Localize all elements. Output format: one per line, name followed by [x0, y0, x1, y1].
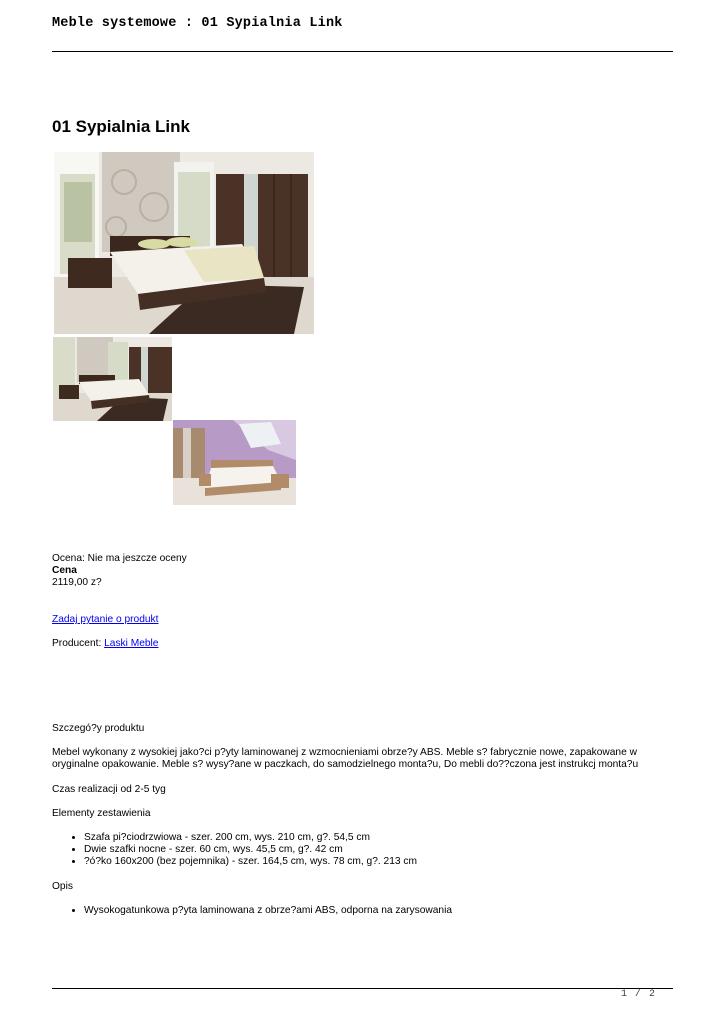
- product-thumbnail-2[interactable]: [173, 420, 296, 505]
- rating-text: Ocena: Nie ma jeszcze oceny: [52, 553, 187, 564]
- product-title: 01 Sypialnia Link: [52, 117, 190, 136]
- features-list: [52, 905, 452, 917]
- list-item: • Szafa pi?ciodrzwiowa - szer. 200 cm, wys. 210 cm, g?. 54,5 cm: [84, 832, 417, 844]
- product-description: Mebel wykonany z wysokiej jako?ci p?yty laminowanej z wzmocnieniami obrze?y ABS. Meble s? fabrycznie nowe, zapakowane w oryginalne opakowanie. Meble s? wysy?ane w paczkach, do samodzielnego monta?u, Do mebli do??czona jest instrukcj monta?u: [52, 747, 639, 770]
- elements-heading: Elementy zestawienia: [52, 808, 151, 819]
- realization-time: Czas realizacji od 2-5 tyg: [52, 784, 166, 795]
- product-thumbnail-1[interactable]: [53, 337, 172, 421]
- page-header-title: Meble systemowe : 01 Sypialnia Link: [52, 16, 343, 31]
- list-item: • Dwie szafki nocne - szer. 60 cm, wys. 45,5 cm, g?. 42 cm: [84, 844, 417, 856]
- list-item: • Wysokogatunkowa p?yta laminowana z obrze?ami ABS, odporna na zarysowania: [84, 905, 452, 917]
- ask-question-row: [52, 614, 158, 626]
- list-item: • ?ó?ko 160x200 (bez pojemnika) - szer. 164,5 cm, wys. 78 cm, g?. 213 cm: [84, 856, 417, 868]
- footer-divider: [52, 988, 673, 989]
- opis-heading: Opis: [52, 881, 73, 892]
- producer-label: Producent:: [52, 638, 105, 649]
- page-number: 1 / 2: [620, 989, 656, 1000]
- details-heading: Szczegó?y produktu: [52, 723, 145, 734]
- elements-list: [52, 832, 417, 868]
- producer-row: [52, 638, 158, 650]
- product-main-photo[interactable]: [54, 152, 314, 334]
- price-value: 2119,00 z?: [52, 577, 102, 588]
- header-divider: [52, 51, 673, 52]
- price-label: Cena: [52, 565, 77, 576]
- ask-question-link[interactable]: Zadaj pytanie o produkt: [52, 614, 159, 625]
- producer-link[interactable]: Laski Meble: [104, 638, 159, 649]
